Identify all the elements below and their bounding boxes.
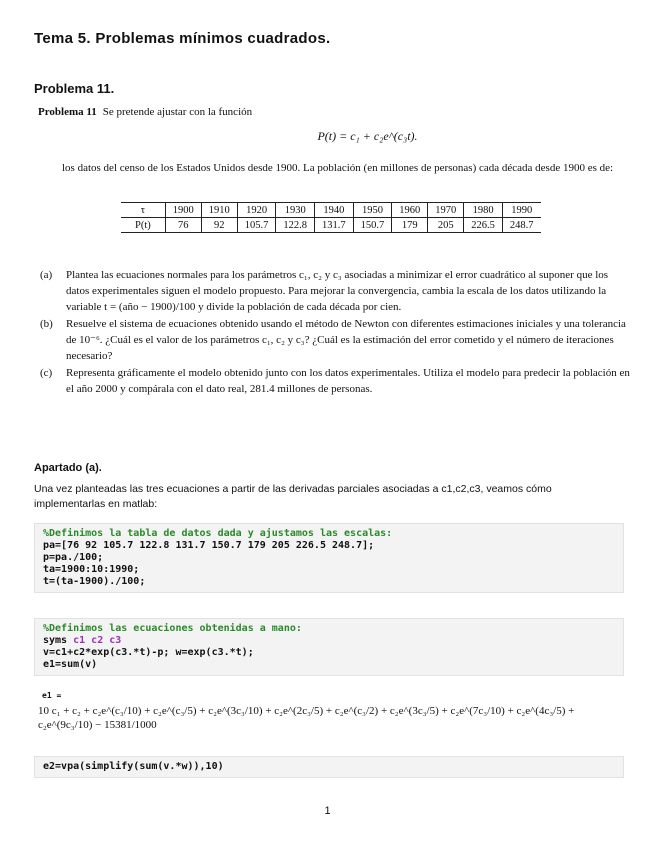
page-title: Tema 5. Problemas mínimos cuadrados. [34,30,331,47]
item-text: Plantea las ecuaciones normales para los parámetros c₁, c₂ y c₃ asociadas a minimizar el error cuadrático al suponer que los datos experimentales siguen el modelo propuesto. Para mejorar la convergencia, cambia la escala de los datos utilizando la variable t = (año − 1900)/100 y divide la población de cada década por cien. [66,269,609,313]
code-line: t=(ta-1900)./100; [43,576,146,587]
item-label: (a) [40,269,53,281]
item-text: Representa gráficamente el modelo obtenido junto con los datos experimentales. Utiliza el modelo para predecir la población en el año 2000 y compárala con el dato real, 281.4 millones de personas. [66,367,630,395]
code-line: ta=1900:10:1990; [43,564,140,575]
code-line-syms [43,635,615,647]
table-row-years: τ 1900 1910 1920 1930 1940 1950 1960 1970 1980 1990 [121,203,541,218]
data-description: los datos del censo de los Estados Unidos desde 1900. La población (en millones de personas) cada década desde 1900 es de: [62,162,614,174]
syms-variables: c1 c2 c3 [73,635,122,646]
list-item [40,267,630,315]
table-row-population: P(t) 76 92 105.7 122.8 131.7 150.7 179 205 226.5 248.7 [121,218,541,233]
model-formula: P(t) = c₁ + c₂e^(c₃t). [317,129,418,143]
section-intro: Una vez planteadas las tres ecuaciones a partir de las derivadas parciales asociadas a c1,c2,c3, veamos cómo implementarlas en matlab: [34,483,552,510]
census-table [121,202,541,233]
code-line: e2=vpa(simplify(sum(v.*w)),10) [43,761,224,772]
item-text: Resuelve el sistema de ecuaciones obtenido usando el método de Newton con diferentes estimaciones iniciales y una tolerancia de 10⁻⁶. ¿Cuál es el valor de los parámetros c₁, c₂ y c₃? ¿Cuál es la estimación del error cometido y el número de iteraciones necesario? [66,318,626,362]
code-line: e1=sum(v) [43,659,98,670]
item-label: (b) [40,318,53,330]
code-line: v=c1+c2*exp(c3.*t)-p; w=exp(c3.*t); [43,647,254,658]
code-comment: %Definimos las ecuaciones obtenidas a mano: [43,623,302,634]
page-number: 1 [324,805,331,817]
code-line: p=pa./100; [43,552,104,563]
item-label: (c) [40,367,53,379]
statement-label: Problema 11 [38,106,97,118]
code-block-e2[interactable] [34,756,624,778]
exercise-items [40,267,630,398]
syms-keyword: syms [43,635,68,646]
list-item [40,316,630,364]
list-item [40,365,630,397]
code-block-data[interactable] [34,523,624,593]
code-comment: %Definimos la tabla de datos dada y ajustamos las escalas: [43,528,393,539]
problem-statement [38,106,628,118]
output-equation: 10 c₁ + c₂ + c₂e^(c₃/10) + c₂e^(c₃/5) + c₂e^(3c₃/10) + c₂e^(2c₃/5) + c₂e^(c₃/2) + c₂e^(3c₃/5) + c₂e^(7c₃/10) + c₂e^(4c₃/5) + c₂e^(9c₃/10) − 15381/1000 [38,705,575,731]
code-line: pa=[76 92 105.7 122.8 131.7 150.7 179 205 226.5 248.7]; [43,540,375,551]
output-label: e1 = [42,691,62,700]
statement-text: Se pretende ajustar con la función [102,106,253,118]
code-block-equations[interactable] [34,618,624,676]
problem-heading: Problema 11. [34,81,115,96]
section-heading: Apartado (a). [34,462,102,474]
